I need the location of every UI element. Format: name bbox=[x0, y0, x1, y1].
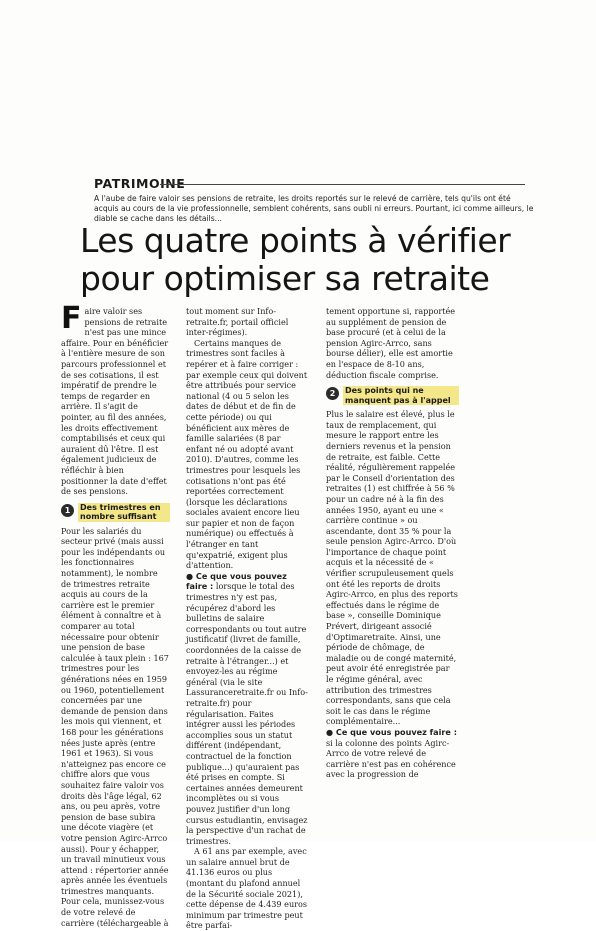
article-title bbox=[80, 222, 550, 298]
tip-lead: ● Ce que vous pouvez faire : bbox=[326, 726, 457, 737]
column-2 bbox=[186, 306, 309, 931]
title-line-2: pour optimiser sa retraite bbox=[80, 259, 490, 298]
section-1-heading bbox=[61, 503, 170, 522]
tip-text: si la colonne des points Agirc-Arrco de votre relevé de carrière n'est pas en cohérence avec la progression de bbox=[326, 737, 456, 780]
drop-cap: F bbox=[61, 301, 82, 336]
section-1-title: Des trimestres en nombre suffisant bbox=[78, 503, 170, 522]
title-line-1: Les quatre points à vérifier bbox=[80, 221, 511, 260]
section-rubric: PATRIMOINE bbox=[94, 176, 186, 191]
intro-text: aire valoir ses pensions de retraite n'est pas une mince affaire. Pour en bénéficier à l'entière mesure de son parcours professionnel et de ses cotisations, il est impératif de prendre le temps de regarder en arrière. Il s'agit de pointer, au fil des années, les droits effectivement comptabilisés et ceux qui auraient dû l'être. Il est également judicieux de réfléchir à bien positionner la date d'effet de ses pensions. bbox=[61, 306, 169, 497]
article-standfirst: A l'aube de faire valoir ses pensions de retraite, les droits reportés sur le relevé de carrière, tels qu'ils ont été acquis au cours de la vie professionnelle, semblent cohérents, sans oubli ni erreurs. Pourtant, ici comme ailleurs, le diable se cache dans les détails... bbox=[94, 194, 534, 223]
tip-text: lorsque le total des trimestres n'y est pas, récupérez d'abord les bulletins de salaire correspondants ou tout autre justificatif (livret de famille, coordonnées de la caisse de retraite à l'étranger...) et envoyez-les au régime général (via le site Lassuranceretraite.fr ou Info-retraite.fr) pour régularisation. Faites intégrer aussi les périodes accomplies sous un statut différent (indépendant, contractuel de la fonction publique...) qu'auraient pas été prises en compte. Si certaines années demeurent incomplètes ou si vous pouvez justifier d'un long cursus estudiantin, envisagez la perspective d'un rachat de trimestres. bbox=[186, 581, 308, 846]
col3-paragraph-2: Plus le salaire est élevé, plus le taux de remplacement, qui mesure le rapport entre les derniers revenus et la pension de retraite, est faible. Cette réalité, régulièrement rappelée par le Conseil d'orientation des retraites (1) est chiffrée à 56 % pour un cadre né à la fin des années 1950, ayant eu une « carrière continue » ou ascendante, dont 35 % pour la seule pension Agirc-Arrco. D'où l'importance de chaque point acquis et la nécessité de « vérifier scrupuleusement quels ont été les reports de droits Agirc-Arrco, en plus des reports effectués dans le régime de base », conseille Dominique Prévert, dirigeant associé d'Optimaretraite. Ainsi, une période de chômage, de maladie ou de congé maternité, peut avoir été enregistrée par le régime général, avec attribution des trimestres correspondants, sans que cela soit le cas dans le régime complémentaire... bbox=[326, 409, 458, 727]
column-1 bbox=[61, 301, 170, 928]
column-3 bbox=[326, 306, 459, 780]
section-number-badge: 1 bbox=[61, 504, 74, 517]
section-1-paragraph-1: Pour les salariés du secteur privé (mais aussi pour les indépendants ou les fonctionnaires notamment), le nombre de trimestres retraite acquis au cours de la carrière est le premier élément à connaître et à comparer au total nécessaire pour obtenir une pension de base calculée à taux plein : 167 trimestres pour les générations nées en 1959 ou 1960, potentiellement concernées par une demande de pension dans les mois qui viennent, et 168 pour les générations nées juste après (entre 1961 et 1963). Si vous n'atteignez pas encore ce chiffre alors que vous souhaitez faire valoir vos droits dès l'âge légal, 62 ans, ou peu après, votre pension de base subira une décote viagère (et votre pension Agirc-Arrco aussi). Pour y échapper, un travail minutieux vous attend : répertorier année après année les éventuels trimestres manquants. bbox=[61, 525, 169, 896]
section-1-paragraph-2: Pour cela, munissez-vous de votre relevé de carrière (téléchargeable à bbox=[61, 896, 169, 928]
col3-paragraph-1: tement opportune si, rapportée au supplément de pension de base procuré (et à celui de la pension Agirc-Arrco, sans bourse délier), elle est amortie en l'espace de 8-10 ans, déduction fiscale comprise. bbox=[326, 306, 456, 380]
col2-paragraph-3 bbox=[186, 571, 309, 846]
col2-paragraph-2: Certains manques de trimestres sont faciles à repérer et à faire corriger : par exemple ceux qui doivent être attribués pour service national (4 ou 5 selon les dates de début et de fin de cette période) ou qui bénéficient aux mères de famille salariées (8 par enfant né ou adopté avant 2010). D'autres, comme les trimestres pour lesquels les cotisations n'ont pas été reportées correctement (lorsque les déclarations sociales avaient encore lieu sur papier et non de façon numérique) ou effectués à l'étranger en tant qu'expatrié, exigent plus d'attention. bbox=[186, 337, 308, 571]
section-2-title: Des points qui ne manquent pas à l'appel bbox=[343, 386, 459, 405]
rubric-divider bbox=[160, 184, 525, 185]
section-2-heading bbox=[326, 386, 459, 405]
section-number-badge: 2 bbox=[326, 387, 339, 400]
col3-paragraph-3 bbox=[326, 727, 459, 780]
col2-paragraph-4: A 61 ans par exemple, avec un salaire annuel brut de 41.136 euros ou plus (montant du plafond annuel de la Sécurité sociale 2021), cette dépense de 4.439 euros minimum par trimestre peut être parfai- bbox=[186, 846, 308, 931]
intro-paragraph bbox=[61, 301, 170, 497]
col2-paragraph-1: tout moment sur Info-retraite.fr, portail officiel inter-régimes). bbox=[186, 306, 289, 338]
tip-lead: ● Ce que vous pouvez faire : bbox=[186, 570, 287, 592]
